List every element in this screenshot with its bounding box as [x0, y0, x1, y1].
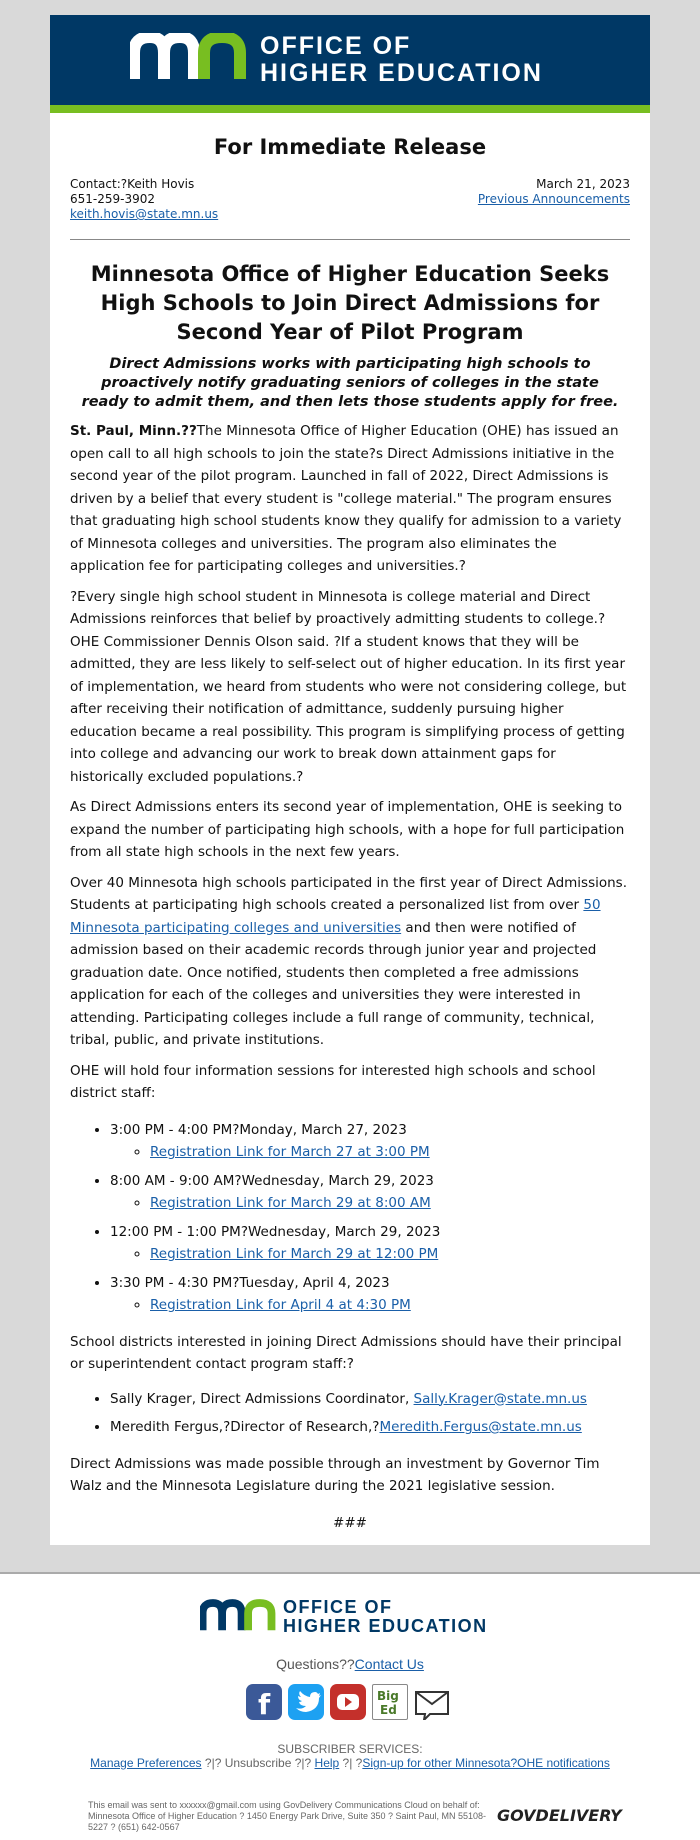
- list-item: [110, 1416, 630, 1439]
- paragraph-1-text: The Minnesota Office of Higher Education (OHE) has issued an open call to all high schools to join the state?s Direct Admissions initiative in the second year of the pilot program. Launched in fall of 2022, Direct Admissions is driven by a belief that every student is "college material." The program ensures that graduating high school students know they qualify for admission to a variety of Minnesota colleges and universities. The program also eliminates the application fee for participating colleges and universities.?: [70, 423, 622, 574]
- manage-preferences-link[interactable]: Manage Preferences: [90, 1756, 202, 1770]
- services-title: SUBSCRIBER SERVICES:: [277, 1742, 423, 1756]
- subscriber-services: [0, 1742, 700, 1770]
- separator: ?| ?: [339, 1756, 363, 1770]
- contact-us-link[interactable]: Contact Us: [354, 1656, 424, 1672]
- contact-block: [50, 177, 650, 222]
- questions-text: Questions??: [276, 1656, 355, 1672]
- header-logo-text: [260, 33, 543, 87]
- email-card: [50, 15, 650, 1545]
- contact-phone: 651-259-3902: [70, 192, 156, 206]
- registration-link[interactable]: Registration Link for March 29 at 8:00 AM: [150, 1195, 431, 1211]
- services-links: [0, 1756, 700, 1770]
- paragraph-4: [70, 872, 630, 1052]
- participating-colleges-link[interactable]: 50 Minnesota participating colleges and universities: [70, 897, 601, 936]
- paragraph-3: As Direct Admissions enters its second year of implementation, OHE is seeking to expand the number of participating high schools, with a hope for full participation from all state high schools in the next few years.: [70, 799, 625, 860]
- contact-name: Contact:?Keith Hovis: [70, 177, 195, 191]
- paragraph-5: OHE will hold four information sessions for interested high schools and school district staff:: [70, 1062, 596, 1101]
- paragraph-6: School districts interested in joining Direct Admissions should have their principal or superintendent contact program staff:?: [70, 1333, 622, 1372]
- staff-contact-text: Sally Krager, Direct Admissions Coordinator,: [110, 1390, 414, 1407]
- session-time: 3:00 PM - 4:00 PM?Monday, March 27, 2023: [110, 1121, 407, 1138]
- big-ed-text-2: Ed: [380, 1703, 397, 1717]
- registration-link[interactable]: Registration Link for March 29 at 12:00 PM: [150, 1246, 439, 1262]
- mn-logo-icon: [130, 33, 250, 81]
- paragraph-7: Direct Admissions was made possible through an investment by Governor Tim Walz and the Minnesota Legislature during the 2021 legislative session.: [70, 1455, 600, 1494]
- registration-link[interactable]: Registration Link for April 4 at 4:30 PM: [150, 1297, 411, 1313]
- big-ed-text-1: Big: [377, 1689, 399, 1703]
- logo-line-1: OFFICE OF: [260, 32, 412, 60]
- svg-text:f: f: [258, 1688, 271, 1720]
- email-icon[interactable]: [414, 1684, 450, 1720]
- govdelivery-text: GOVDELIVERY: [497, 1806, 622, 1825]
- big-ed-icon[interactable]: [372, 1684, 408, 1720]
- footer: [0, 1574, 700, 1840]
- article-body: [50, 420, 650, 1534]
- questions-line: [0, 1656, 700, 1672]
- paragraph-4-text-b: and then were notified of admission based on their academic records through junior year and projected graduation date. Once notified, students then completed a free admissions application for each of the colleges and universities they were interested in attending. Participating colleges include a full range of community, technical, tribal, public, and private institutions.: [70, 919, 597, 1048]
- logo-line-2: HIGHER EDUCATION: [260, 59, 543, 87]
- list-item: [110, 1388, 630, 1411]
- paragraph-1: [70, 420, 630, 578]
- disclaimer: This email was sent to xxxxxx@gmail.com using GovDelivery Communications Cloud on behalf of: Minnesota Office of Higher Education ? 1450 Energy Park Drive, Suite 350 ? Saint Paul, MN 55108-5227 ? (651) 642-0567: [88, 1800, 487, 1832]
- signup-link[interactable]: Sign-up for other Minnesota?OHE notifications: [362, 1756, 610, 1770]
- session-list: [70, 1119, 630, 1317]
- list-item: [110, 1272, 630, 1317]
- session-time: 3:30 PM - 4:30 PM?Tuesday, April 4, 2023: [110, 1274, 390, 1291]
- footer-mn-logo-icon: [200, 1599, 278, 1633]
- list-item: [110, 1119, 630, 1164]
- session-time: 8:00 AM - 9:00 AM?Wednesday, March 29, 2023: [110, 1172, 434, 1189]
- previous-announcements-link[interactable]: Previous Announcements: [477, 192, 630, 206]
- footer-logo-line-2: HIGHER EDUCATION: [283, 1616, 488, 1636]
- separator: ?|? Unsubscribe ?|?: [201, 1756, 315, 1770]
- header-banner: [50, 15, 650, 105]
- dateline: St. Paul, Minn.??: [70, 423, 197, 439]
- end-mark: ###: [333, 1514, 367, 1531]
- contact-email-link[interactable]: keith.hovis@state.mn.us: [70, 207, 219, 221]
- footer-logo-line-1: OFFICE OF: [283, 1597, 393, 1617]
- subheadline: Direct Admissions works with participating high schools to proactively notify graduating seniors of colleges in the state ready to admit them, and then lets those students apply for free.: [81, 356, 619, 410]
- social-icons: [246, 1684, 450, 1720]
- staff-contact-list: [70, 1388, 630, 1439]
- paragraph-4-text-a: Over 40 Minnesota high schools participated in the first year of Direct Admissions. Students at participating high schools created a personalized list from over: [70, 874, 628, 913]
- govdelivery-logo: [497, 1806, 622, 1825]
- staff-email-link[interactable]: Meredith.Fergus@state.mn.us: [379, 1419, 582, 1435]
- staff-contact-text: Meredith Fergus,?Director of Research,?: [110, 1419, 380, 1435]
- youtube-icon[interactable]: [330, 1684, 366, 1720]
- accent-bar: [50, 105, 650, 113]
- facebook-icon[interactable]: [246, 1684, 282, 1720]
- session-time: 12:00 PM - 1:00 PM?Wednesday, March 29, 2023: [110, 1223, 441, 1240]
- release-title: For Immediate Release: [213, 135, 487, 159]
- staff-email-link[interactable]: Sally.Krager@state.mn.us: [413, 1390, 587, 1407]
- paragraph-2: ?Every single high school student in Minnesota is college material and Direct Admissions reinforces that belief by proactively admitting students to college.? OHE Commissioner Dennis Olson said. ?If a student knows that they will be admitted, they are less likely to self-select out of higher education. In its first year of implementation, we heard from students who were not considering college, but after receiving their notification of admittance, suddenly pursuing higher education became a real possibility. This program is simplifying process of getting into college and advancing our work to break down attainment gaps for historically excluded populations.?: [70, 588, 627, 785]
- footer-logo-text: [283, 1598, 488, 1636]
- help-link[interactable]: Help: [314, 1756, 340, 1770]
- headline: Minnesota Office of Higher Education Seeks High Schools to Join Direct Admissions for Second Year of Pilot Program: [90, 262, 610, 344]
- list-item: [110, 1221, 630, 1266]
- release-date: March 21, 2023: [536, 177, 630, 191]
- list-item: [110, 1170, 630, 1215]
- twitter-icon[interactable]: [288, 1684, 324, 1720]
- registration-link[interactable]: Registration Link for March 27 at 3:00 PM: [150, 1144, 430, 1160]
- divider: [70, 239, 630, 240]
